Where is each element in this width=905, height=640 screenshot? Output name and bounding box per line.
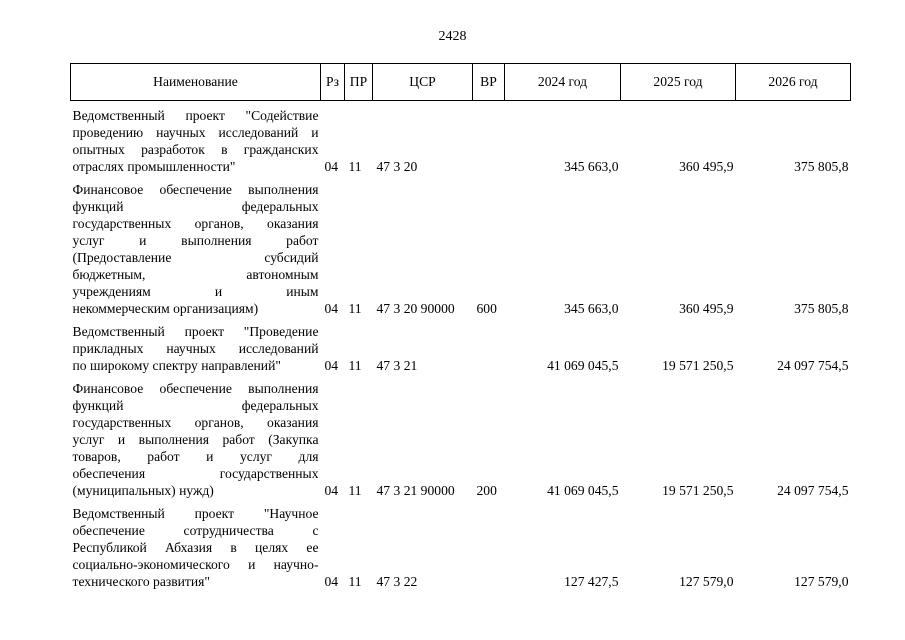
row-name-line: услуг и выполнения работ (Закупка <box>72 432 319 447</box>
header-2024: 2024 год <box>505 64 621 101</box>
row-pr: 11 <box>348 574 362 589</box>
row-2026: 375 805,8 <box>794 159 849 174</box>
row-name-line: технического развития" <box>72 574 210 589</box>
row-name-line: услуг и выполнения работ <box>72 233 319 248</box>
header-rz: Рз <box>321 64 345 101</box>
row-pr: 11 <box>348 358 362 373</box>
row-2025: 360 495,9 <box>679 301 734 316</box>
header-pr: ПР <box>345 64 373 101</box>
row-name-line: некоммерческим организациям) <box>72 301 259 316</box>
row-name-line: опытных разработок в гражданских <box>72 142 319 157</box>
header-vr: ВР <box>473 64 505 101</box>
row-name-line: проведению научных исследований и <box>72 125 319 140</box>
row-name-line: обеспечения государственных <box>72 466 319 481</box>
row-csr: 47 3 22 <box>376 574 418 589</box>
row-name <box>71 107 321 175</box>
row-csr: 47 3 20 90000 <box>376 301 455 316</box>
row-name-line: бюджетным, автономным <box>72 267 319 282</box>
row-name-line: (Предоставление субсидий <box>72 250 319 265</box>
row-name-line: Финансовое обеспечение выполнения <box>72 182 319 197</box>
row-csr: 47 3 21 90000 <box>376 483 455 498</box>
budget-table <box>70 63 851 596</box>
table-row <box>71 107 851 175</box>
row-2026: 24 097 754,5 <box>777 358 849 373</box>
row-name-line: функций федеральных <box>72 398 319 413</box>
row-name <box>71 323 321 374</box>
row-name-line: Ведомственный проект "Проведение <box>72 324 319 339</box>
row-name-line: государственных органов, оказания <box>72 415 319 430</box>
header-2025: 2025 год <box>621 64 736 101</box>
row-name <box>71 380 321 499</box>
row-pr: 11 <box>348 483 362 498</box>
row-rz: 04 <box>324 301 339 316</box>
table-header-row <box>71 64 851 101</box>
row-vr: 600 <box>476 301 497 316</box>
row-rz: 04 <box>324 159 339 174</box>
page-number: 2428 <box>438 29 467 44</box>
row-rz: 04 <box>324 574 339 589</box>
row-name-line: по широкому спектру направлений" <box>72 358 281 373</box>
row-pr: 11 <box>348 301 362 316</box>
row-name-line: функций федеральных <box>72 199 319 214</box>
row-2026: 127 579,0 <box>794 574 849 589</box>
row-2025: 360 495,9 <box>679 159 734 174</box>
row-2025: 19 571 250,5 <box>662 483 734 498</box>
row-name-line: отраслях промышленности" <box>72 159 236 174</box>
table-row <box>71 380 851 499</box>
row-name <box>71 181 321 317</box>
header-csr: ЦСР <box>373 64 473 101</box>
row-2024: 345 663,0 <box>564 159 619 174</box>
table-body <box>71 101 851 597</box>
header-2026: 2026 год <box>736 64 851 101</box>
row-2026: 375 805,8 <box>794 301 849 316</box>
row-2024: 127 427,5 <box>564 574 619 589</box>
row-name-line: прикладных научных исследований <box>72 341 319 356</box>
row-name-line: Республикой Абхазия в целях ее <box>72 540 319 555</box>
row-vr <box>473 505 505 590</box>
row-vr <box>473 323 505 374</box>
row-2024: 345 663,0 <box>564 301 619 316</box>
row-vr <box>473 107 505 175</box>
row-vr: 200 <box>476 483 497 498</box>
row-pr: 11 <box>348 159 362 174</box>
header-name: Наименование <box>71 64 321 101</box>
row-2024: 41 069 045,5 <box>547 358 619 373</box>
row-2025: 19 571 250,5 <box>662 358 734 373</box>
row-2024: 41 069 045,5 <box>547 483 619 498</box>
row-name-line: товаров, работ и услуг для <box>72 449 319 464</box>
row-2026: 24 097 754,5 <box>777 483 849 498</box>
row-csr: 47 3 21 <box>376 358 418 373</box>
row-name-line: государственных органов, оказания <box>72 216 319 231</box>
row-rz: 04 <box>324 358 339 373</box>
table-row <box>71 181 851 317</box>
row-name <box>71 505 321 590</box>
row-csr: 47 3 20 <box>376 159 418 174</box>
row-name-line: учреждениям и иным <box>72 284 319 299</box>
row-name-line: Финансовое обеспечение выполнения <box>72 381 319 396</box>
budget-table-container <box>70 63 851 596</box>
row-name-line: социально-экономического и научно- <box>72 557 319 572</box>
row-name-line: обеспечение сотрудничества с <box>72 523 319 538</box>
table-row <box>71 323 851 374</box>
row-name-line: Ведомственный проект "Содействие <box>72 108 319 123</box>
row-rz: 04 <box>324 483 339 498</box>
row-2025: 127 579,0 <box>679 574 734 589</box>
table-row <box>71 505 851 590</box>
row-name-line: Ведомственный проект "Научное <box>72 506 319 521</box>
row-name-line: (муниципальных) нужд) <box>72 483 214 498</box>
